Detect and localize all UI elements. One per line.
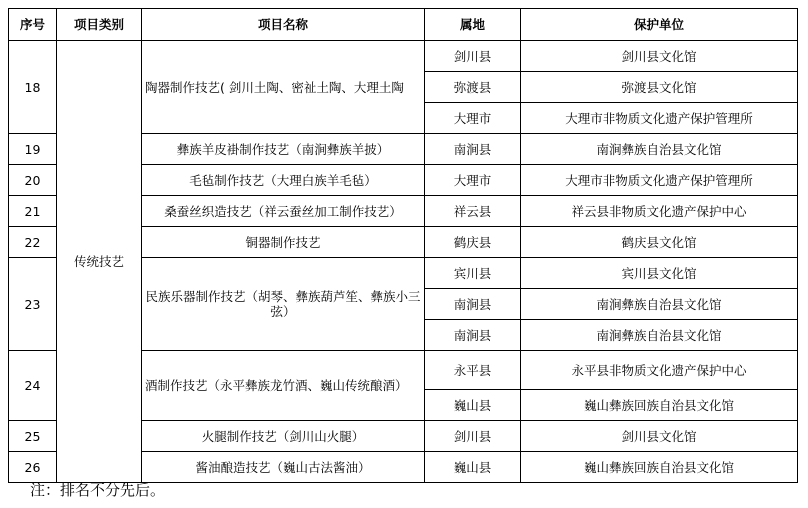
header-protection-unit: 保护单位: [521, 9, 798, 41]
row-number: 23: [9, 258, 57, 351]
protection-unit-cell: 鹤庆县文化馆: [521, 227, 798, 258]
protection-unit-cell: 祥云县非物质文化遗产保护中心: [521, 196, 798, 227]
header-category: 项目类别: [57, 9, 142, 41]
location-cell: 宾川县: [425, 258, 521, 289]
protection-unit-cell: 南涧彝族自治县文化馆: [521, 320, 798, 351]
header-project-name: 项目名称: [142, 9, 425, 41]
category-cell: 传统技艺: [57, 41, 142, 483]
row-number: 21: [9, 196, 57, 227]
heritage-project-table: [8, 8, 798, 483]
project-name: 桑蚕丝织造技艺（祥云蚕丝加工制作技艺）: [142, 196, 425, 227]
location-cell: 巍山县: [425, 390, 521, 421]
location-cell: 南涧县: [425, 320, 521, 351]
location-cell: 剑川县: [425, 421, 521, 452]
location-cell: 鹤庆县: [425, 227, 521, 258]
protection-unit-cell: 巍山彝族回族自治县文化馆: [521, 452, 798, 483]
location-cell: 大理市: [425, 165, 521, 196]
row-number: 18: [9, 41, 57, 134]
table-row: [9, 41, 798, 72]
location-cell: 大理市: [425, 103, 521, 134]
row-number: 24: [9, 351, 57, 421]
project-name: 民族乐器制作技艺（胡琴、彝族葫芦笙、彝族小三弦）: [142, 258, 425, 351]
protection-unit-cell: 大理市非物质文化遗产保护管理所: [521, 103, 798, 134]
protection-unit-cell: 南涧彝族自治县文化馆: [521, 289, 798, 320]
table-header-row: [9, 9, 798, 41]
project-name: 彝族羊皮褂制作技艺（南涧彝族羊披）: [142, 134, 425, 165]
location-cell: 南涧县: [425, 134, 521, 165]
row-number: 22: [9, 227, 57, 258]
project-name: 铜器制作技艺: [142, 227, 425, 258]
project-name: 酱油酿造技艺（巍山古法酱油）: [142, 452, 425, 483]
row-number: 25: [9, 421, 57, 452]
location-cell: 巍山县: [425, 452, 521, 483]
project-name: 酒制作技艺（永平彝族龙竹酒、巍山传统酿酒）: [142, 351, 425, 421]
row-number: 20: [9, 165, 57, 196]
location-cell: 祥云县: [425, 196, 521, 227]
project-name: 火腿制作技艺（剑川山火腿）: [142, 421, 425, 452]
project-name: 陶器制作技艺( 剑川土陶、密祉土陶、大理土陶: [142, 41, 425, 134]
location-cell: 永平县: [425, 351, 521, 390]
location-cell: 南涧县: [425, 289, 521, 320]
project-name: 毛毡制作技艺（大理白族羊毛毡）: [142, 165, 425, 196]
footnote: 注：排名不分先后。: [30, 481, 166, 499]
row-number: 19: [9, 134, 57, 165]
header-number: 序号: [9, 9, 57, 41]
location-cell: 剑川县: [425, 41, 521, 72]
protection-unit-cell: 宾川县文化馆: [521, 258, 798, 289]
location-cell: 弥渡县: [425, 72, 521, 103]
protection-unit-cell: 永平县非物质文化遗产保护中心: [521, 351, 798, 390]
row-number: 26: [9, 452, 57, 483]
protection-unit-cell: 剑川县文化馆: [521, 41, 798, 72]
protection-unit-cell: 南涧彝族自治县文化馆: [521, 134, 798, 165]
protection-unit-cell: 弥渡县文化馆: [521, 72, 798, 103]
protection-unit-cell: 巍山彝族回族自治县文化馆: [521, 390, 798, 421]
header-location: 属地: [425, 9, 521, 41]
protection-unit-cell: 剑川县文化馆: [521, 421, 798, 452]
protection-unit-cell: 大理市非物质文化遗产保护管理所: [521, 165, 798, 196]
